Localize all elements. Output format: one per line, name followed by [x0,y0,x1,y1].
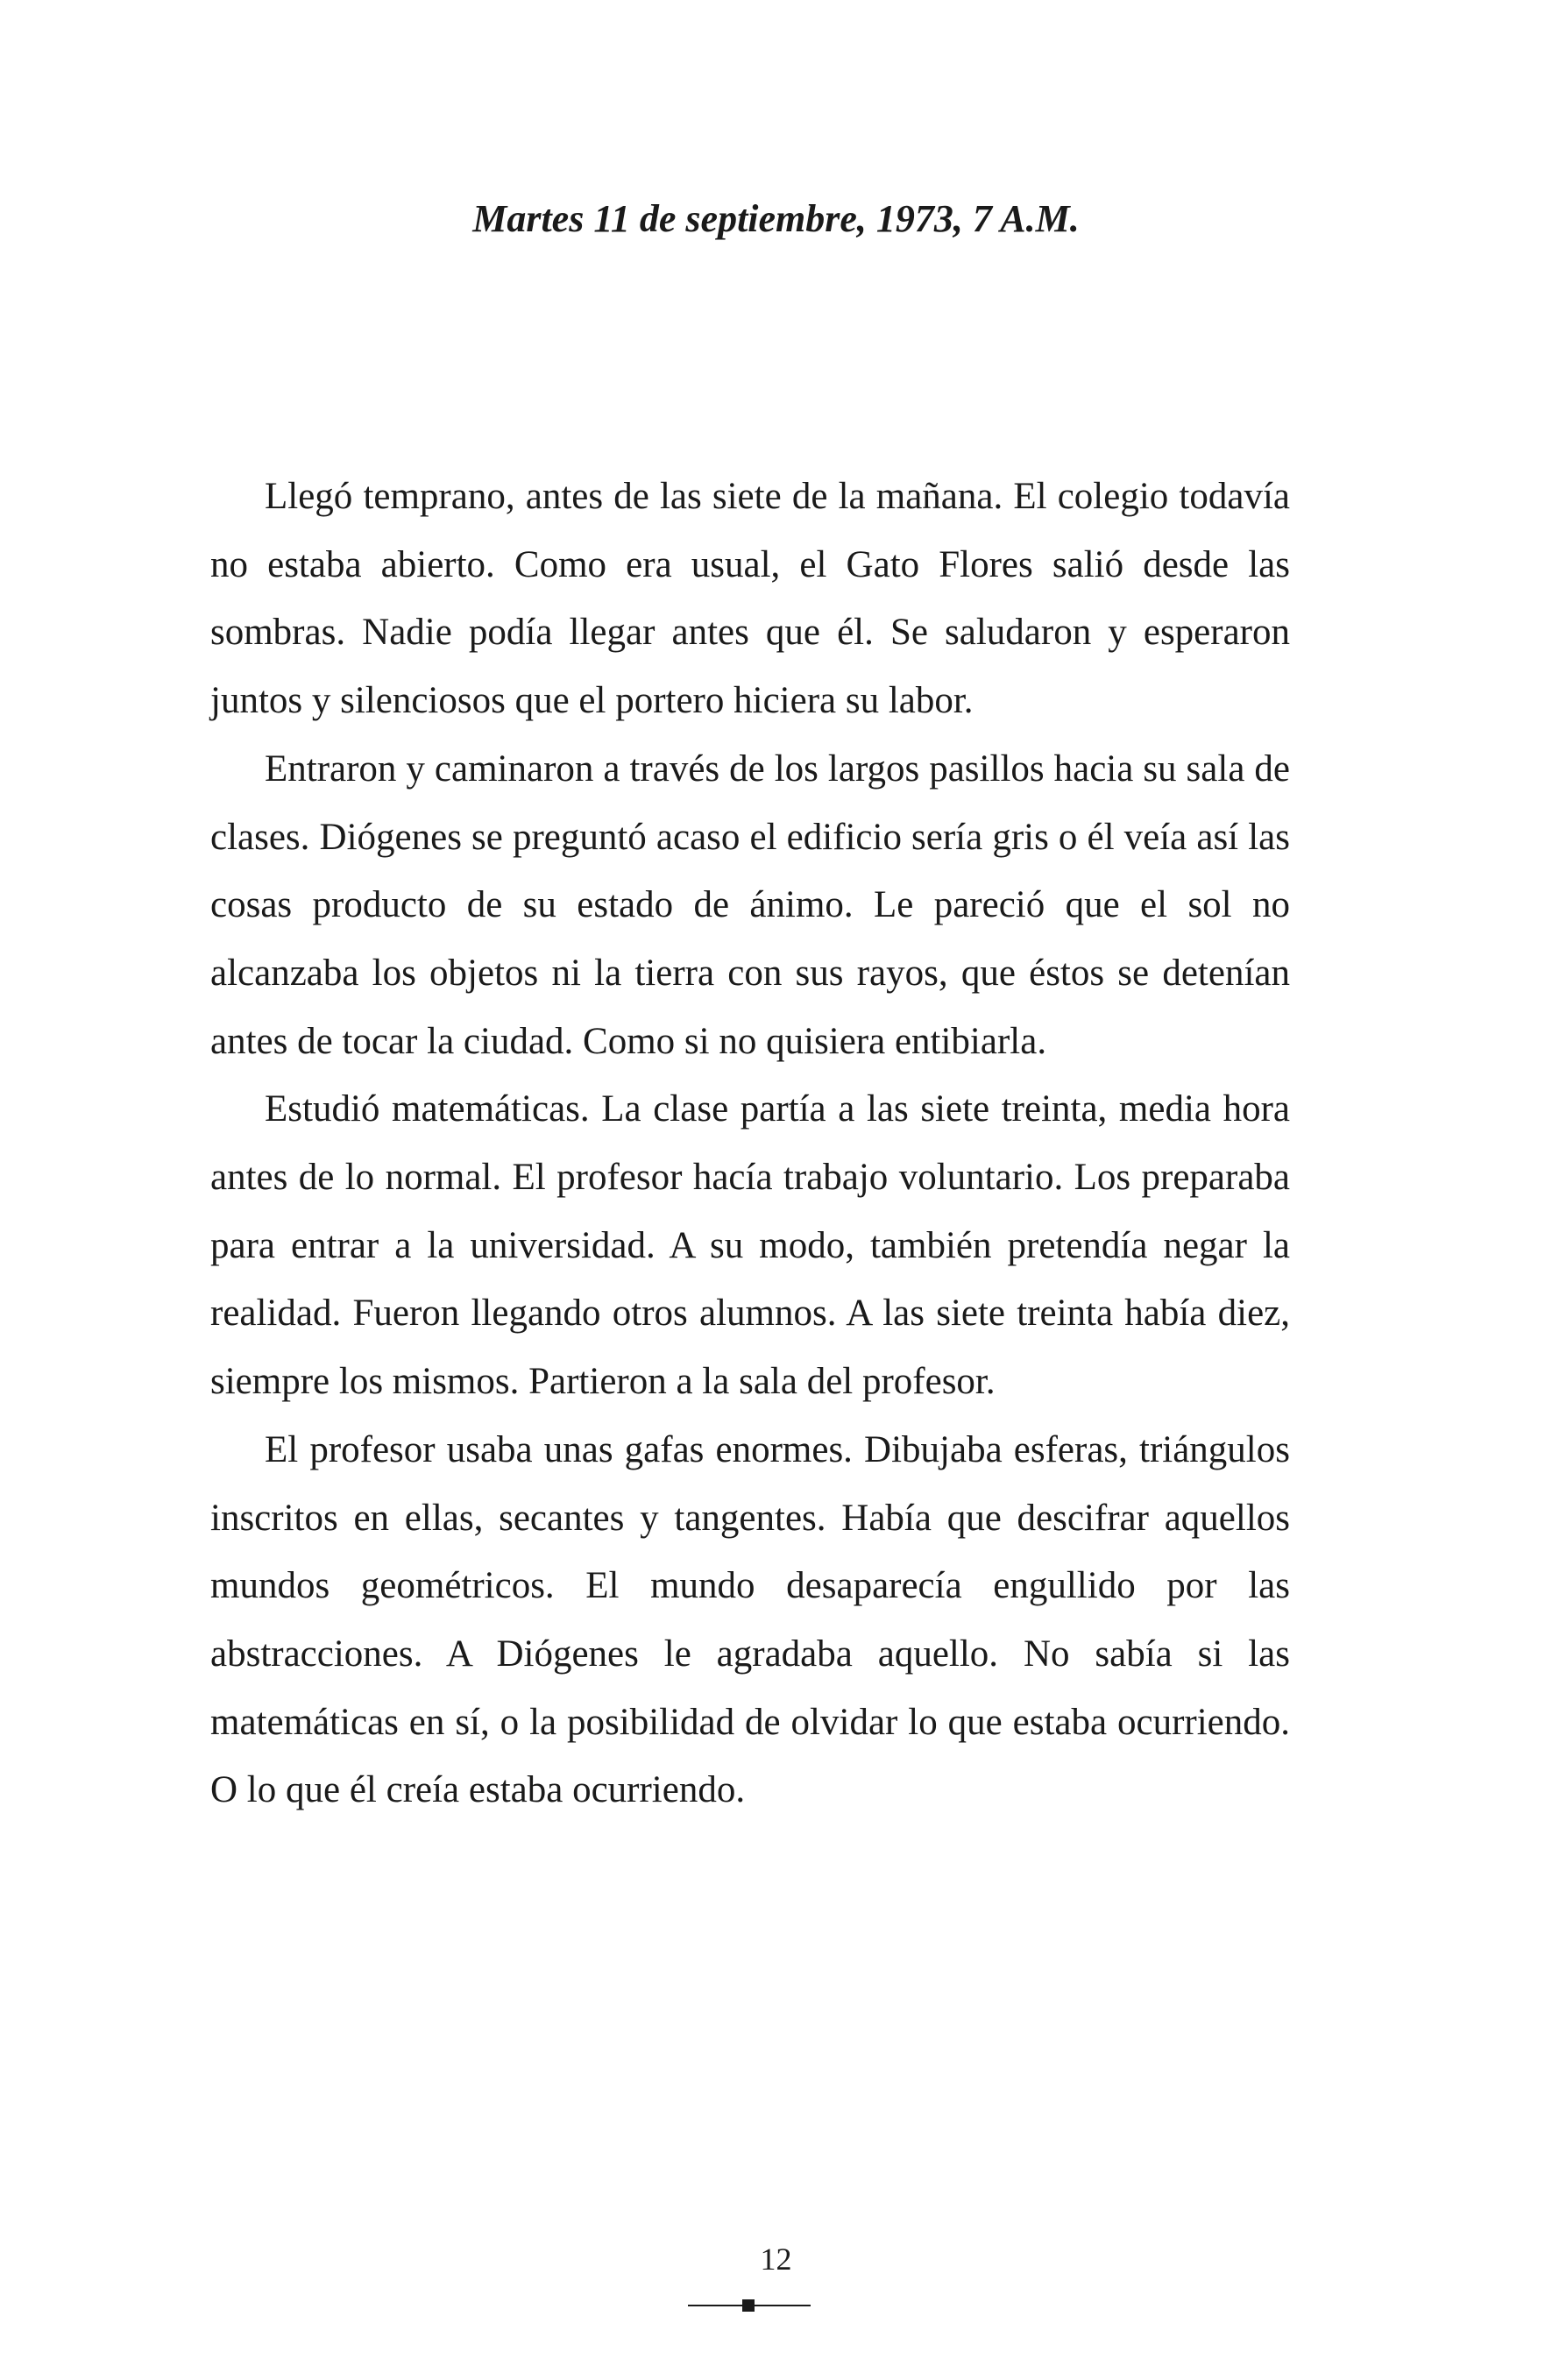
paragraph: Llegó temprano, antes de las siete de la mañana. El colegio todavía no estaba abierto. Como era usual, el Gato Flores salió desde las sombras. Nadie podía llegar antes que él. Se saludaron y esperaron juntos y silenciosos que el portero hiciera su labor. [210,476,1290,722]
page-number: 12 [760,2242,792,2277]
paragraph: Entraron y caminaron a través de los largos pasillos hacia su sala de clases. Diógenes se preguntó acaso el edificio sería gris o él veía así las cosas producto de su estado de ánimo. Le pareció que el sol no alcanzaba los objetos ni la tierra con sus rayos, que éstos se detenían antes de tocar la ciudad. Como si no quisiera entibiarla. [210,747,1290,1062]
folio-ornament-icon [688,2299,811,2313]
ornament-square [742,2299,755,2312]
paragraph: Estudió matemáticas. La clase partía a las siete treinta, media hora antes de lo normal. El profesor hacía trabajo voluntario. Los preparaba para entrar a la universidad. A su modo, también pretendía negar la realidad. Fueron llegando otros alumnos. A las siete treinta había diez, siempre los mismos. Partieron a la sala del profesor. [210,1088,1290,1403]
chapter-heading: Martes 11 de septiembre, 1973, 7 A.M. [472,197,1080,240]
body-text [210,463,1290,1824]
paragraph: El profesor usaba unas gafas enormes. Dibujaba esferas, triángulos inscritos en ellas, secantes y tangentes. Había que descifrar aquellos mundos geométricos. El mundo desaparecía engullido por las abstracciones. A Diógenes le agradaba aquello. No sabía si las matemáticas en sí, o la posibilidad de olvidar lo que estaba ocurriendo. O lo que él creía estaba ocurriendo. [210,1428,1290,1811]
